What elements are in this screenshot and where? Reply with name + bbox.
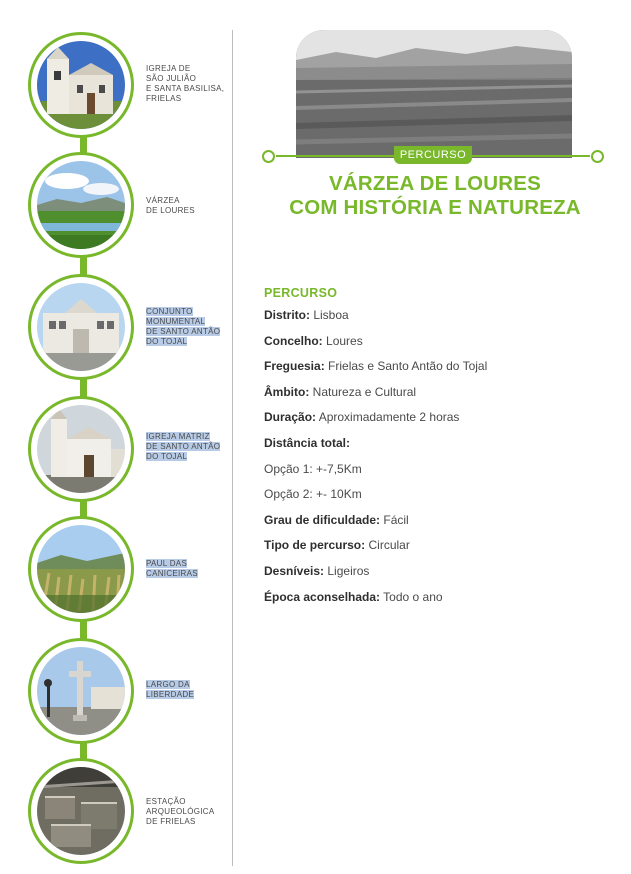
- marsh-photo: [37, 525, 125, 613]
- timeline-stop: [28, 758, 140, 870]
- column-divider: [232, 30, 233, 866]
- info-value: Loures: [326, 333, 363, 348]
- timeline-stop: [28, 396, 140, 508]
- stop-label: [146, 307, 236, 347]
- info-label: Tipo de percurso:: [264, 538, 366, 553]
- info-label: Época aconselhada:: [264, 589, 381, 604]
- info-value: Ligeiros: [327, 563, 370, 578]
- info-label: Âmbito:: [264, 384, 310, 399]
- route-timeline: [0, 0, 230, 874]
- wetland-photo: [37, 161, 125, 249]
- info-value: Fácil: [383, 512, 409, 527]
- info-value: Aproximadamente 2 horas: [318, 410, 460, 425]
- square-cross-photo: [37, 647, 125, 735]
- stop-label: [146, 432, 236, 462]
- info-row: [264, 410, 604, 436]
- stop-label: [146, 559, 236, 579]
- info-row: [264, 487, 604, 513]
- ribbon-knob-icon: [262, 150, 275, 163]
- archaeological-site-photo: [37, 767, 125, 855]
- page-title: [250, 172, 620, 220]
- info-label: Distrito:: [264, 308, 310, 322]
- info-label: Distância total:: [264, 435, 351, 450]
- info-label: Desníveis:: [264, 563, 325, 578]
- title-line: VÁRZEA DE LOURES: [328, 172, 541, 195]
- stop-label: IGREJA DE SÃO JULIÃO E SANTA BASILISA, FRIELAS: [146, 64, 225, 103]
- stop-label-text: PAUL DAS CANICEIRAS: [146, 559, 198, 578]
- route-info: [264, 286, 604, 615]
- stop-label: VÁRZEA DE LOURES: [146, 196, 195, 215]
- info-value: Circular: [368, 538, 410, 553]
- info-row: [264, 308, 604, 334]
- info-row: [264, 590, 604, 616]
- info-row: [264, 564, 604, 590]
- title-line: COM HISTÓRIA E NATUREZA: [289, 196, 581, 219]
- timeline-stop: [28, 516, 140, 628]
- church-photo: [37, 41, 125, 129]
- hero-landscape-photo: [296, 30, 572, 158]
- info-value: Opção 2: +- 10Km: [264, 487, 362, 502]
- timeline-stop: [28, 152, 140, 264]
- info-label: Concelho:: [264, 333, 323, 348]
- timeline-stop: [28, 274, 140, 386]
- stop-label-text: CONJUNTO MONUMENTAL DE SANTO ANTÃO DO TOJAL: [146, 307, 221, 346]
- info-value: Lisboa: [313, 308, 349, 322]
- info-row: [264, 462, 604, 488]
- stop-label: ESTAÇÃO ARQUEOLÓGICA DE FRIELAS: [146, 797, 215, 826]
- info-value: Natureza e Cultural: [312, 384, 417, 399]
- info-label: Freguesia:: [264, 359, 325, 374]
- info-row: [264, 359, 604, 385]
- palace-photo: [37, 283, 125, 371]
- info-row: [264, 385, 604, 411]
- info-value: Opção 1: +-7,5Km: [264, 461, 362, 476]
- info-label: Duração:: [264, 410, 317, 425]
- stop-label: [146, 680, 236, 700]
- stop-label-text: LARGO DA LIBERDADE: [146, 680, 195, 699]
- church-photo: [37, 405, 125, 493]
- info-row: [264, 513, 604, 539]
- info-label: Grau de dificuldade:: [264, 512, 381, 527]
- section-tag: PERCURSO: [394, 146, 472, 164]
- timeline-stop: [28, 32, 140, 144]
- section-ribbon: [262, 146, 604, 168]
- ribbon-knob-icon: [591, 150, 604, 163]
- info-row: [264, 538, 604, 564]
- info-row: [264, 436, 604, 462]
- info-row: [264, 334, 604, 360]
- info-heading: PERCURSO: [264, 286, 338, 300]
- info-value: Todo o ano: [383, 589, 443, 604]
- timeline-stop: [28, 638, 140, 750]
- info-value: Frielas e Santo Antão do Tojal: [328, 359, 488, 374]
- stop-label-text: IGREJA MATRIZ DE SANTO ANTÃO DO TOJAL: [146, 432, 221, 461]
